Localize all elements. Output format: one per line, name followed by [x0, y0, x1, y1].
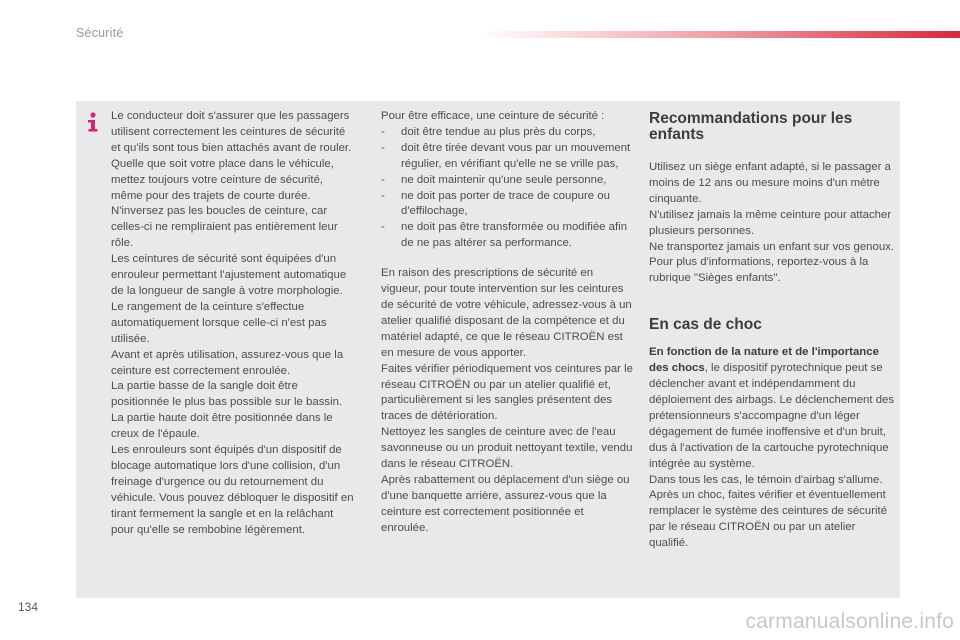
column-seatbelt-usage: [111, 109, 356, 538]
lead-rest: , le dispositif pyrotechnique peut se déclencher avant et indépendamment du déploiement des airbags. Le déclenchement des prétensionneurs s'accompagne d'un léger dégagement de fumée inoffensive et d'un bruit, dus à l'activation de la cartouche pyrotechnique intégrée au système.: [649, 362, 895, 470]
list-item-text: doit être tirée devant vous par un mouvement régulier, en vérifiant qu'elle ne se vrille pas,: [401, 141, 631, 170]
column-children-and-impact: [649, 109, 897, 552]
list-item-text: ne doit pas être transformée ou modifiée afin de ne pas altérer sa performance.: [401, 221, 628, 250]
section-title: Sécurité: [76, 26, 124, 40]
list-item: [381, 189, 633, 221]
bold-lead: En fonction de la nature et de l'importance des chocs: [649, 346, 879, 375]
list-item-text: ne doit maintenir qu'une seule personne,: [401, 173, 607, 186]
watermark: carmanualsonline.info: [745, 610, 954, 633]
dash-bullet: -: [381, 173, 385, 186]
paragraph: Avant et après utilisation, assurez-vous que la ceinture est correctement enroulée.: [111, 348, 344, 377]
paragraph: En raison des prescriptions de sécurité en vigueur, pour toute intervention sur les ceintures de sécurité de votre véhicule, adressez-vous à un atelier qualifié disposant de la compétence et du matériel adapté, ce que le réseau CITROËN est en mesure de vous apporter.: [381, 267, 632, 359]
paragraph: N'utilisez jamais la même ceinture pour attacher plusieurs personnes.: [649, 208, 892, 237]
paragraph: Les enrouleurs sont équipés d'un dispositif de blocage automatique lors d'une collision, d'un freinage d'urgence ou du retournement du véhicule. Vous pouvez débloquer le dispositif en tirant fermement la sangle et en la relâchant pour qu'elle se rembobine légèrement.: [111, 444, 354, 536]
paragraph-impact-lead: [649, 345, 897, 472]
list-item: [381, 125, 633, 141]
list-item: [381, 141, 633, 173]
heading-in-case-of-impact: En cas de choc: [649, 316, 762, 334]
paragraph: Quelle que soit votre place dans le véhicule, mettez toujours votre ceinture de sécurité, même pour des trajets de courte durée.: [111, 157, 334, 202]
paragraph: La partie haute doit être positionnée dans le creux de l'épaule.: [111, 412, 333, 441]
paragraph: La partie basse de la sangle doit être positionnée le plus bas possible sur le bassin.: [111, 380, 343, 409]
dash-bullet: -: [381, 189, 385, 202]
paragraph: Dans tous les cas, le témoin d'airbag s'allume.: [649, 473, 883, 486]
dash-bullet: -: [381, 141, 385, 154]
paragraph: Utilisez un siège enfant adapté, si le passager a moins de 12 ans ou mesure moins d'un mètre cinquante.: [649, 161, 891, 205]
paragraph: Pour plus d'informations, reportez-vous à la rubrique "Sièges enfants".: [649, 256, 869, 285]
list-item: [381, 173, 633, 189]
paragraph: Après un choc, faites vérifier et éventuellement remplacer le système des ceintures de sécurité par le réseau CITROËN ou par un atelier qualifié.: [649, 489, 888, 550]
dash-bullet: -: [381, 221, 385, 234]
info-icon: [86, 112, 100, 132]
page-number: 134: [18, 600, 39, 614]
heading-children-recommendations: Recommandations pour les enfants: [649, 110, 853, 143]
list-item-text: doit être tendue au plus près du corps,: [401, 125, 596, 138]
paragraph: Ne transportez jamais un enfant sur vos genoux.: [649, 240, 895, 253]
paragraph: N'inversez pas les boucles de ceinture, car celles-ci ne rempliraient pas entièrement leur rôle.: [111, 205, 338, 250]
list-item-text: ne doit pas porter de trace de coupure ou d'effilochage,: [401, 189, 610, 218]
column-seatbelt-requirements: [381, 109, 633, 537]
dash-bullet: -: [381, 125, 385, 138]
list-intro: Pour être efficace, une ceinture de sécurité :: [381, 110, 605, 122]
paragraph: Après rabattement ou déplacement d'un siège ou d'une banquette arrière, assurez-vous que la ceinture est correctement positionnée et enroulée.: [381, 473, 630, 534]
paragraph: Le conducteur doit s'assurer que les passagers utilisent correctement les ceintures de sécurité et qu'ils sont tous bien attachés avant de rouler.: [111, 110, 352, 154]
paragraph: Faites vérifier périodiquement vos ceintures par le réseau CITROËN ou par un atelier qualifié et, particulièrement si les sangles présentent des traces de détérioration.: [381, 362, 633, 423]
paragraph: Les ceintures de sécurité sont équipées d'un enrouleur permettant l'ajustement automatique de la longueur de sangle à votre morphologie. Le rangement de la ceinture s'effectue automatiquement lorsque celle-ci n'est pas utilisée.: [111, 253, 347, 345]
list-item: [381, 220, 633, 252]
paragraph: Nettoyez les sangles de ceinture avec de l'eau savonneuse ou un produit nettoyant textile, vendu dans le réseau CITROËN.: [381, 426, 633, 471]
spacer: [381, 252, 633, 266]
header-accent-bar: [480, 31, 960, 38]
